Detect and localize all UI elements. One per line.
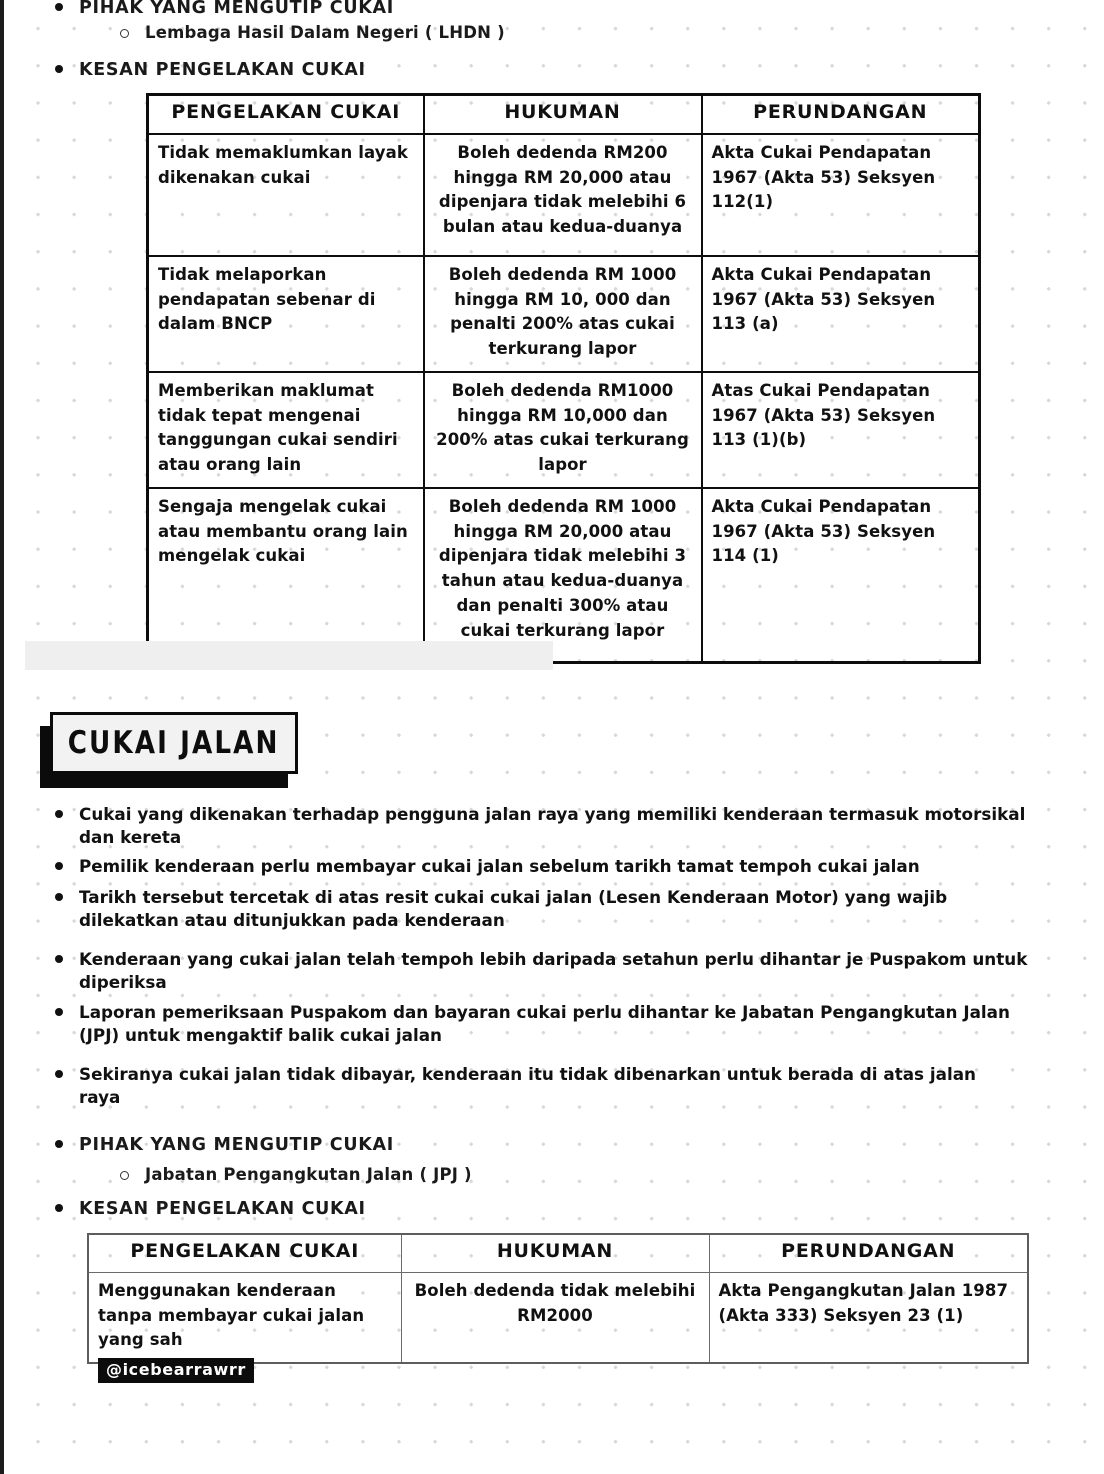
cell-law: Akta Pengangkutan Jalan 1987 (Akta 333) Seksyen 23 (1)	[709, 1272, 1028, 1363]
table-header-row	[148, 95, 980, 134]
list-item-cukai-jalan-4	[55, 948, 1045, 994]
bullet-dot-icon	[55, 1140, 63, 1148]
list-item-kesan-pengelakan-cukai-1	[55, 58, 755, 82]
list-item-pihak-mengutip-cukai-1	[55, 0, 755, 20]
text-cukai-jalan-point-6: Sekiranya cukai jalan tidak dibayar, kenderaan itu tidak dibenarkan untuk berada di atas jalan raya	[79, 1064, 976, 1108]
col-header-pengelakan-cukai: PENGELAKAN CUKAI	[88, 1234, 401, 1272]
cell-penalty: Boleh dedenda RM 1000 hingga RM 10, 000 dan penalti 200% atas cukai terkurang lapor	[424, 256, 702, 372]
bullet-ring-icon	[120, 29, 129, 38]
heading-pihak-mengutip-cukai-2: PIHAK YANG MENGUTIP CUKAI	[79, 1135, 394, 1155]
table-row	[148, 372, 980, 488]
cell-penalty: Boleh dedenda tidak melebihi RM2000	[401, 1272, 709, 1363]
col-header-hukuman: HUKUMAN	[401, 1234, 709, 1272]
table-pengelakan-cukai-pendapatan	[146, 93, 981, 664]
table-pengelakan-cukai-jalan	[87, 1233, 1029, 1364]
table-row	[148, 256, 980, 372]
list-item-pihak-mengutip-cukai-2	[55, 1133, 755, 1157]
text-cukai-jalan-point-2: Pemilik kenderaan perlu membayar cukai jalan sebelum tarikh tamat tempoh cukai jalan	[79, 856, 920, 876]
col-header-pengelakan-cukai: PENGELAKAN CUKAI	[148, 95, 424, 134]
list-item-cukai-jalan-3	[55, 886, 1030, 932]
table-row	[148, 488, 980, 663]
cell-law: Akta Cukai Pendapatan 1967 (Akta 53) Seksyen 113 (a)	[702, 256, 980, 372]
col-header-perundangan: PERUNDANGAN	[702, 95, 980, 134]
heading-pihak-mengutip-cukai-1: PIHAK YANG MENGUTIP CUKAI	[79, 0, 394, 18]
bullet-dot-icon	[55, 955, 63, 963]
bullet-dot-icon	[55, 893, 63, 901]
label-lhdn: Lembaga Hasil Dalam Negeri ( LHDN )	[145, 23, 505, 42]
cell-offence: Memberikan maklumat tidak tepat mengenai tanggungan cukai sendiri atau orang lain	[148, 372, 424, 488]
heading-kesan-pengelakan-cukai-2: KESAN PENGELAKAN CUKAI	[79, 1199, 366, 1219]
highlight-band	[25, 641, 553, 670]
bullet-dot-icon	[55, 3, 63, 11]
list-item-cukai-jalan-2	[55, 855, 1030, 878]
text-cukai-jalan-point-4: Kenderaan yang cukai jalan telah tempoh lebih daripada setahun perlu dihantar je Puspakom untuk diperiksa	[79, 949, 1028, 993]
section-title-chip-box	[50, 712, 298, 774]
list-item-cukai-jalan-5	[55, 1001, 1045, 1047]
cell-offence: Tidak memaklumkan layak dikenakan cukai	[148, 134, 424, 256]
section-title-text: CUKAI JALAN	[68, 725, 280, 761]
cell-law: Atas Cukai Pendapatan 1967 (Akta 53) Seksyen 113 (1)(b)	[702, 372, 980, 488]
text-cukai-jalan-point-5: Laporan pemeriksaan Puspakom dan bayaran cukai perlu dihantar ke Jabatan Pengangkutan Jalan (JPJ) untuk mengaktif balik cukai jalan	[79, 1002, 1010, 1046]
list-item-lhdn	[120, 22, 820, 45]
heading-kesan-pengelakan-cukai-1: KESAN PENGELAKAN CUKAI	[79, 60, 366, 80]
watermark-handle: @icebearrawrr	[98, 1358, 254, 1383]
bullet-dot-icon	[55, 1204, 63, 1212]
page-left-edge-strip	[0, 0, 4, 1474]
cell-law: Akta Cukai Pendapatan 1967 (Akta 53) Seksyen 112(1)	[702, 134, 980, 256]
section-title-chip	[50, 712, 298, 774]
bullet-dot-icon	[55, 1070, 63, 1078]
list-item-cukai-jalan-1	[55, 803, 1030, 849]
list-item-jpj	[120, 1164, 820, 1187]
cell-offence: Sengaja mengelak cukai atau membantu orang lain mengelak cukai	[148, 488, 424, 663]
cell-offence: Tidak melaporkan pendapatan sebenar di dalam BNCP	[148, 256, 424, 372]
cell-penalty: Boleh dedenda RM1000 hingga RM 10,000 dan 200% atas cukai terkurang lapor	[424, 372, 702, 488]
list-item-cukai-jalan-6	[55, 1063, 1020, 1109]
table-row	[148, 134, 980, 256]
bullet-ring-icon	[120, 1171, 129, 1180]
label-jpj: Jabatan Pengangkutan Jalan ( JPJ )	[145, 1165, 472, 1184]
list-item-kesan-pengelakan-cukai-2	[55, 1197, 755, 1221]
col-header-hukuman: HUKUMAN	[424, 95, 702, 134]
cell-penalty: Boleh dedenda RM200 hingga RM 20,000 atau dipenjara tidak melebihi 6 bulan atau kedua-duanya	[424, 134, 702, 256]
text-cukai-jalan-point-3: Tarikh tersebut tercetak di atas resit cukai cukai jalan (Lesen Kenderaan Motor) yang wajib dilekatkan atau ditunjukkan pada kenderaan	[79, 887, 948, 931]
cell-penalty: Boleh dedenda RM 1000 hingga RM 20,000 atau dipenjara tidak melebihi 3 tahun atau kedua-duanya dan penalti 300% atau cukai terkurang lapor	[424, 488, 702, 663]
bullet-dot-icon	[55, 810, 63, 818]
text-cukai-jalan-point-1: Cukai yang dikenakan terhadap pengguna jalan raya yang memiliki kenderaan termasuk motorsikal dan kereta	[79, 804, 1026, 848]
bullet-dot-icon	[55, 862, 63, 870]
table-header-row	[88, 1234, 1028, 1272]
col-header-perundangan: PERUNDANGAN	[709, 1234, 1028, 1272]
table-row	[88, 1272, 1028, 1363]
cell-offence: Menggunakan kenderaan tanpa membayar cukai jalan yang sah	[88, 1272, 401, 1363]
cell-law: Akta Cukai Pendapatan 1967 (Akta 53) Seksyen 114 (1)	[702, 488, 980, 663]
bullet-dot-icon	[55, 65, 63, 73]
bullet-dot-icon	[55, 1008, 63, 1016]
